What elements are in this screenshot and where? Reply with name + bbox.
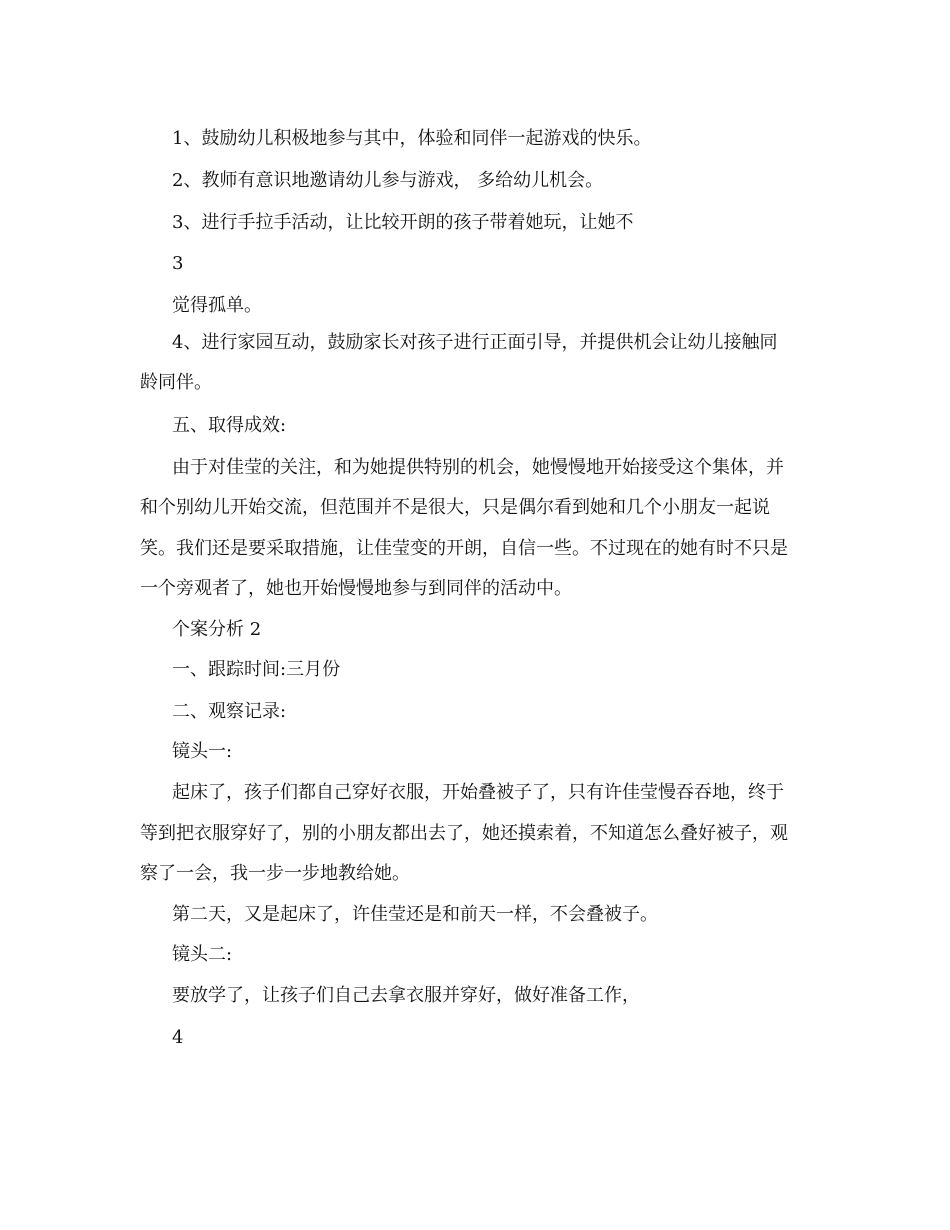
section-heading: 五、取得成效: [172, 415, 287, 436]
paragraph-line: 由于对佳莹的关注，和为她提供特别的机会，她慢慢地开始接受这个集体，并 [172, 457, 784, 478]
paragraph-line: 第二天，又是起床了，许佳莹还是和前天一样，不会叠被子。 [172, 904, 658, 925]
subsection-heading: 镜头一: [172, 741, 233, 762]
page-number: 3 [172, 253, 184, 274]
list-item-3-continued: 觉得孤单。 [172, 295, 262, 316]
paragraph-line: 和个别幼儿开始交流，但范围并不是很大，只是偶尔看到她和几个小朋友一起说 [140, 497, 770, 518]
list-item-3: 3、进行手拉手活动，让比较开朗的孩子带着她玩，让她不 [172, 212, 634, 233]
paragraph-line: 要放学了，让孩子们自己去拿衣服并穿好，做好准备工作， [172, 985, 640, 1006]
section-heading: 二、观察记录: [172, 701, 287, 722]
paragraph-line: 起床了，孩子们都自己穿好衣服，开始叠被子了，只有许佳莹慢吞吞地，终于 [172, 782, 784, 803]
paragraph-line: 一个旁观者了，她也开始慢慢地参与到同伴的活动中。 [140, 578, 572, 599]
page-number: 4 [172, 1027, 184, 1048]
paragraph-line: 察了一会，我一步一步地教给她。 [140, 863, 410, 884]
list-item-2: 2、教师有意识地邀请幼儿参与游戏， 多给幼儿机会。 [172, 170, 604, 191]
section-heading: 一、跟踪时间:三月份 [172, 659, 341, 680]
paragraph-line: 笑。我们还是要采取措施，让佳莹变的开朗，自信一些。不过现在的她有时不只是 [140, 538, 788, 559]
paragraph-line: 等到把衣服穿好了，别的小朋友都出去了，她还摸索着，不知道怎么叠好被子，观 [140, 823, 788, 844]
subsection-heading: 镜头二: [172, 944, 233, 965]
case-title: 个案分析 2 [172, 619, 262, 640]
list-item-4: 4、进行家园互动，鼓励家长对孩子进行正面引导，并提供机会让幼儿接触同 [172, 332, 778, 353]
list-item-1: 1、鼓励幼儿积极地参与其中，体验和同伴一起游戏的快乐。 [172, 128, 652, 149]
list-item-4-continued: 龄同伴。 [140, 372, 212, 393]
